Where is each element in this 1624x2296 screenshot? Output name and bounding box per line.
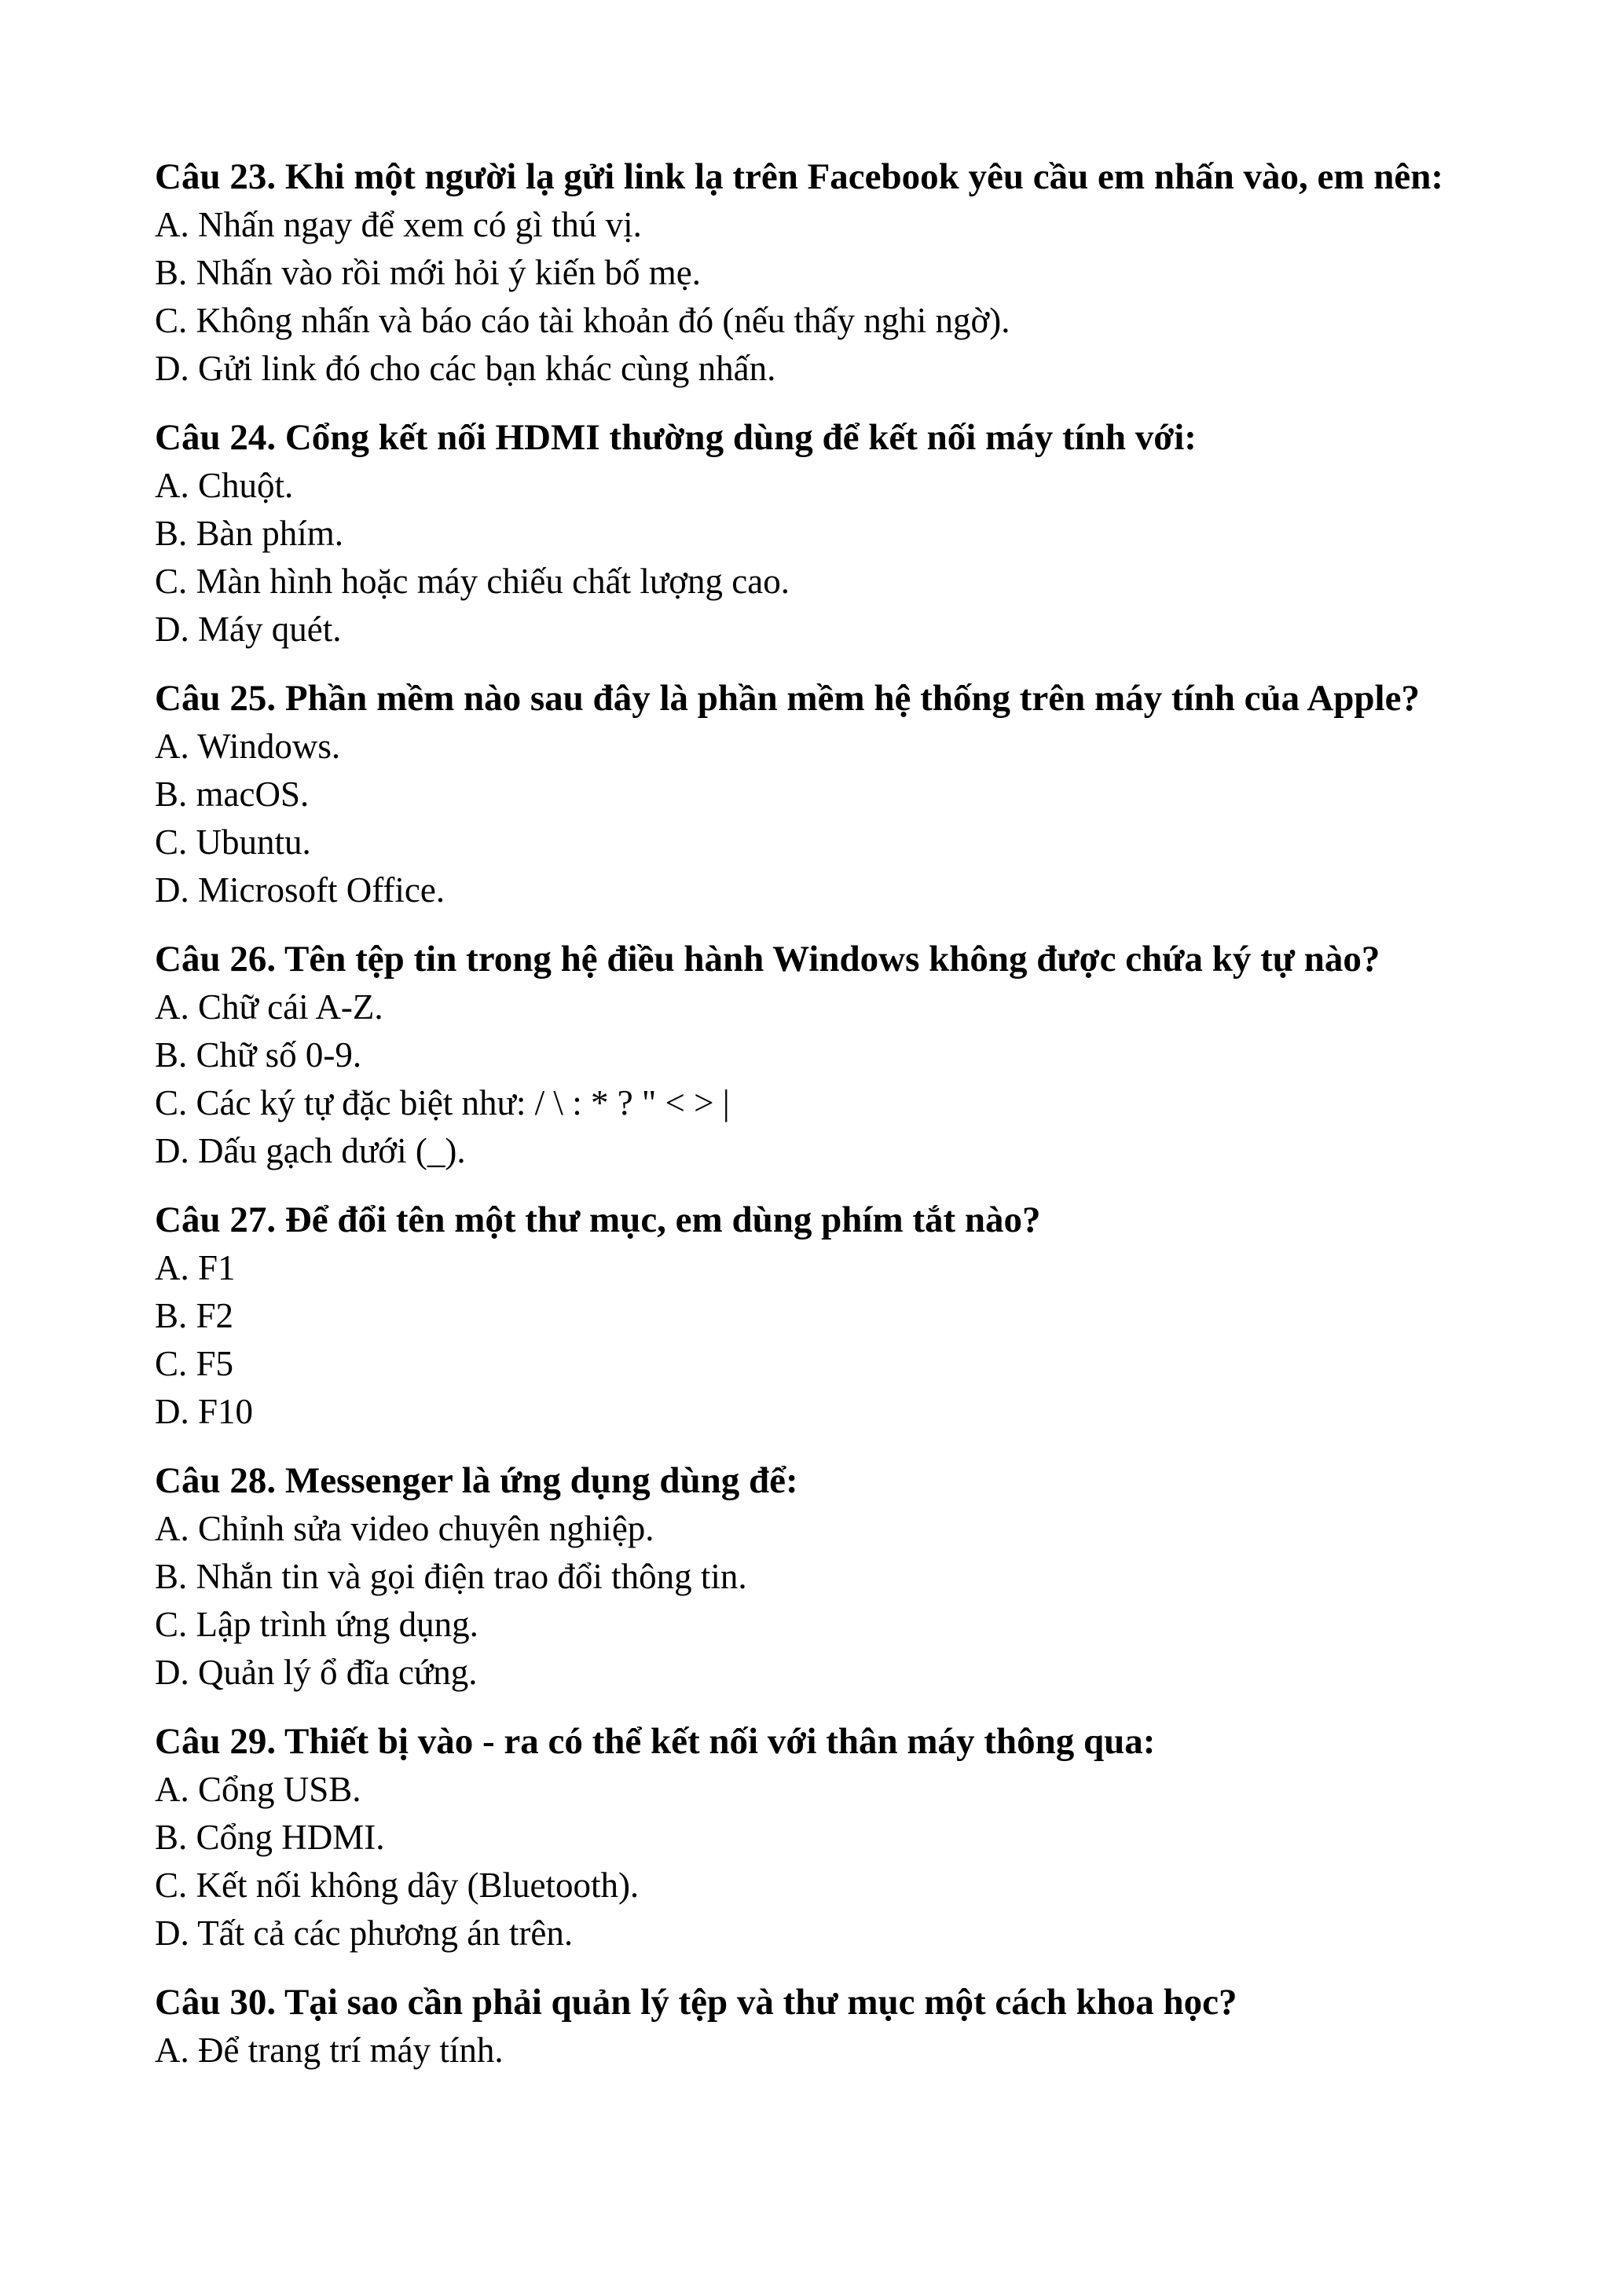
option-b: B. Nhấn vào rồi mới hỏi ý kiến bố mẹ. — [155, 253, 701, 292]
option-c: C. Các ký tự đặc biệt như: / \ : * ? " < > | — [155, 1083, 730, 1122]
question-title: Câu 29. Thiết bị vào - ra có thể kết nối với thân máy thông qua: — [155, 1721, 1156, 1762]
question-title: Câu 23. Khi một người lạ gửi link lạ trên Facebook yêu cầu em nhấn vào, em nên: — [155, 156, 1444, 197]
question-title: Câu 28. Messenger là ứng dụng dùng để: — [155, 1460, 798, 1501]
question-24 — [155, 414, 1490, 654]
option-a: A. Nhấn ngay để xem có gì thú vị. — [155, 205, 642, 244]
option-c: C. Kết nối không dây (Bluetooth). — [155, 1866, 640, 1905]
question-title: Câu 26. Tên tệp tin trong hệ điều hành Windows không được chứa ký tự nào? — [155, 939, 1380, 980]
option-b: B. Nhắn tin và gọi điện trao đổi thông tin. — [155, 1557, 747, 1596]
question-title: Câu 27. Để đổi tên một thư mục, em dùng phím tắt nào? — [155, 1199, 1041, 1240]
option-b: B. Bàn phím. — [155, 514, 344, 553]
question-30 — [155, 1979, 1490, 2074]
question-28 — [155, 1457, 1490, 1697]
option-b: B. Cổng HDMI. — [155, 1818, 385, 1857]
question-26 — [155, 936, 1490, 1175]
question-29 — [155, 1718, 1490, 1957]
option-d: D. Dấu gạch dưới (_). — [155, 1131, 466, 1170]
option-c: C. F5 — [155, 1344, 234, 1383]
option-a: A. Chỉnh sửa video chuyên nghiệp. — [155, 1509, 654, 1548]
question-23 — [155, 153, 1490, 393]
option-d: D. F10 — [155, 1392, 254, 1431]
option-c: C. Ubuntu. — [155, 822, 311, 862]
question-title: Câu 25. Phần mềm nào sau đây là phần mềm hệ thống trên máy tính của Apple? — [155, 678, 1420, 719]
option-c: C. Màn hình hoặc máy chiếu chất lượng cao. — [155, 562, 790, 601]
option-d: D. Quản lý ổ đĩa cứng. — [155, 1653, 478, 1692]
option-a: A. F1 — [155, 1248, 236, 1287]
question-25 — [155, 675, 1490, 914]
option-a: A. Chuột. — [155, 466, 294, 505]
question-27 — [155, 1196, 1490, 1436]
document-page — [155, 153, 1490, 2096]
option-c: C. Lập trình ứng dụng. — [155, 1605, 478, 1644]
option-a: A. Cổng USB. — [155, 1770, 361, 1809]
option-b: B. Chữ số 0-9. — [155, 1035, 362, 1075]
option-d: D. Gửi link đó cho các bạn khác cùng nhấn. — [155, 349, 776, 388]
option-d: D. Máy quét. — [155, 610, 342, 649]
option-b: B. F2 — [155, 1296, 234, 1335]
option-b: B. macOS. — [155, 774, 310, 814]
option-a: A. Windows. — [155, 727, 341, 766]
option-d: D. Tất cả các phương án trên. — [155, 1913, 574, 1953]
option-d: D. Microsoft Office. — [155, 870, 445, 910]
question-title: Câu 24. Cổng kết nối HDMI thường dùng để kết nối máy tính với: — [155, 417, 1197, 458]
question-title: Câu 30. Tại sao cần phải quản lý tệp và thư mục một cách khoa học? — [155, 1982, 1237, 2023]
option-c: C. Không nhấn và báo cáo tài khoản đó (nếu thấy nghi ngờ). — [155, 301, 1010, 340]
option-a: A. Để trang trí máy tính. — [155, 2031, 504, 2070]
option-a: A. Chữ cái A-Z. — [155, 987, 383, 1027]
